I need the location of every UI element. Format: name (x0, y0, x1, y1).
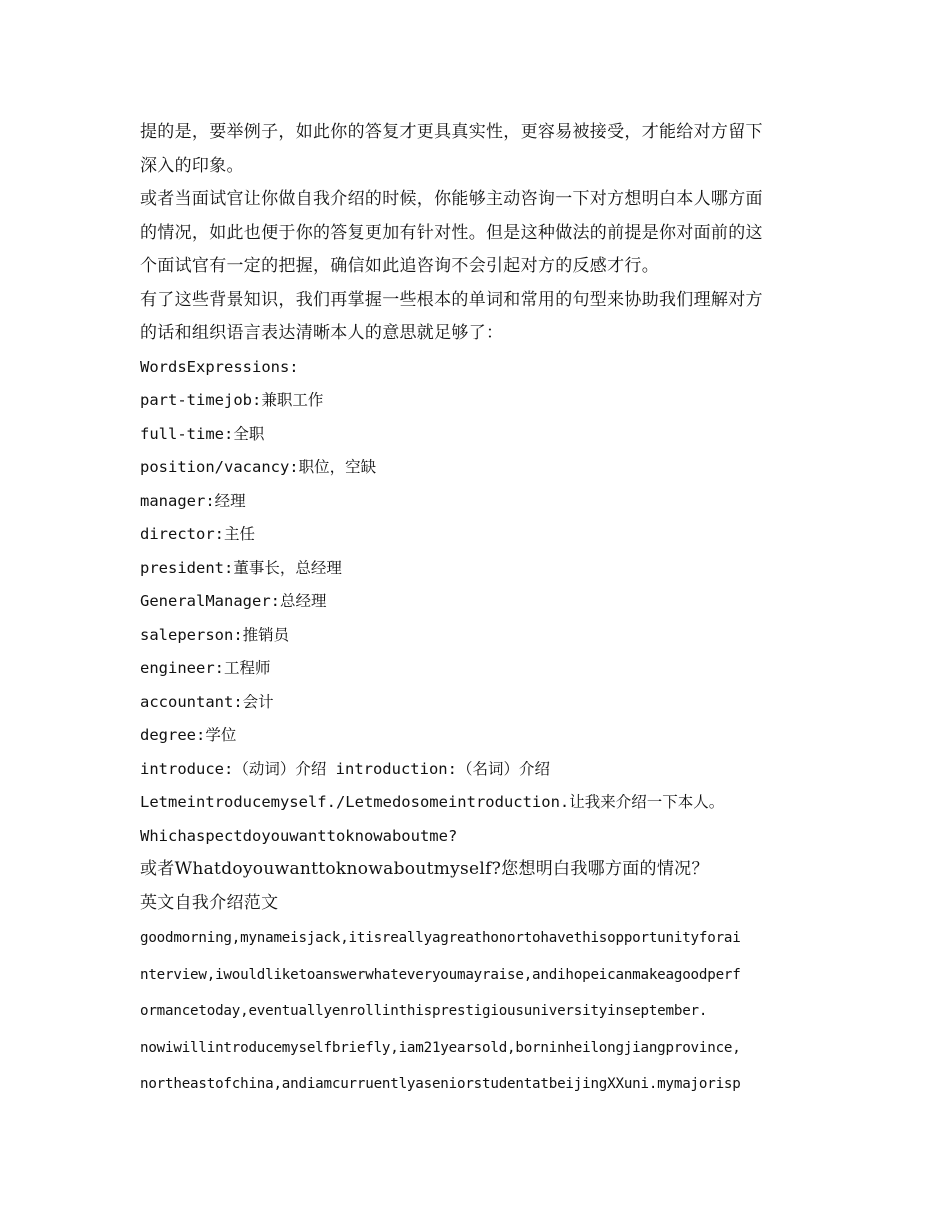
paragraph-line: 或者当面试官让你做自我介绍的时候，你能够主动咨询一下对方想明白本人哪方面 (140, 189, 763, 209)
sample-line: ormancetoday,eventuallyenrollinthisprestigiousuniversityinseptember. (140, 1003, 708, 1019)
vocab-item: GeneralManager:总经理 (140, 592, 327, 610)
vocab-item: degree:学位 (140, 726, 237, 744)
vocab-item: part-timejob:兼职工作 (140, 391, 324, 409)
paragraph-line: 的话和组织语言表达清晰本人的意思就足够了： (140, 323, 504, 343)
sample-title: 英文自我介绍范文 (140, 892, 279, 913)
vocab-item: engineer:工程师 (140, 659, 271, 677)
example-sentence: Letmeintroducemyself./Letmedosomeintroduction.让我来介绍一下本人。 (140, 793, 725, 811)
paragraph-line: 有了这些背景知识，我们再掌握一些根本的单词和常用的句型来协助我们理解对方 (140, 289, 763, 310)
vocab-item: position/vacancy:职位，空缺 (140, 458, 377, 476)
paragraph-line: 的情况，如此也便于你的答复更加有针对性。但是这种做法的前提是你对面前的这 (140, 222, 763, 243)
vocab-item: saleperson:推销员 (140, 625, 290, 644)
sample-line: nterview,iwouldliketoanswerwhateveryoumayraise,andihopeicanmakeagoodperf (140, 966, 741, 983)
sample-line: nowiwillintroducemyselfbriefly,iam21yearsold,borninheilongjiangprovince, (140, 1039, 741, 1056)
vocab-item: director:主任 (140, 525, 255, 543)
paragraph-line: 提的是，要举例子，如此你的答复才更具真实性，更容易被接受，才能给对方留下 (140, 122, 763, 142)
example-sentence: 或者Whatdoyouwanttoknowaboutmyself?您想明白我哪方面的情况？ (140, 859, 709, 879)
paragraph-line: 个面试官有一定的把握，确信如此追咨询不会引起对方的反感才行。 (140, 256, 659, 276)
vocab-item: accountant:会计 (140, 692, 274, 711)
vocab-item: manager:经理 (140, 491, 246, 510)
vocab-heading: WordsExpressions: (140, 357, 299, 376)
example-sentence: Whichaspectdoyouwanttoknowaboutme? (140, 826, 458, 845)
vocab-item: president:董事长，总经理 (140, 558, 342, 577)
vocab-item: full-time:全职 (140, 424, 265, 443)
document-page (140, 116, 815, 1103)
vocab-item: introduce:（动词）介绍 introduction:（名词）介绍 (140, 759, 550, 778)
paragraph-line: 深入的印象。 (140, 155, 244, 176)
sample-line: northeastofchina,andiamcurruentlyaseniorstudentatbeijingXXuni.mymajorisp (140, 1076, 741, 1092)
sample-line: goodmorning,mynameisjack,itisreallyagreathonortohavethisopportunityforai (140, 930, 741, 946)
